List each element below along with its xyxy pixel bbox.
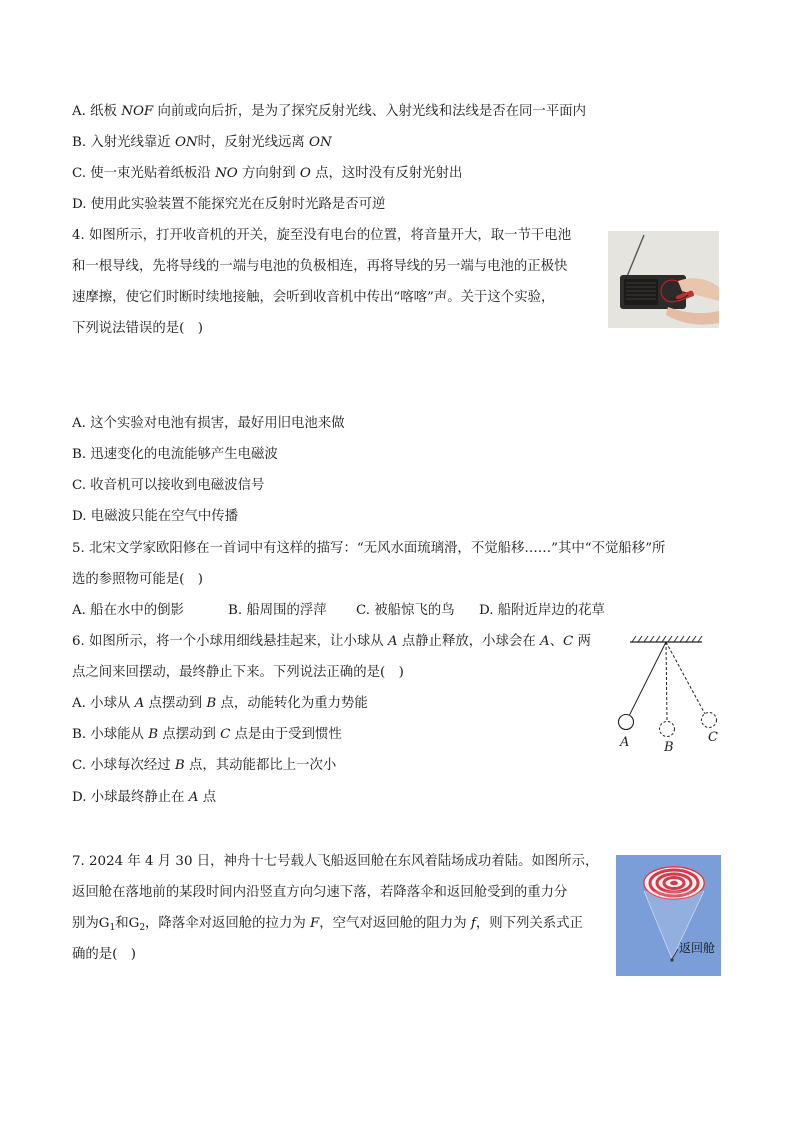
parachute-image [616,855,721,976]
q7-stem-line1: 7. 2024 年 4 月 30 日，神舟十七号载人飞船返回舱在东风着陆场成功着陆。如图所示， [72,854,599,869]
q6-option-d: D. 小球最终静止在 A 点 [72,790,217,805]
string-at-a [629,642,666,716]
radio-battery-image [608,231,719,328]
q5-stem-line2: 选的参照物可能是( ) [72,572,203,587]
q6-option-b: B. 小球能从 B 点摆动到 C 点是由于受到惯性 [72,727,342,742]
string-at-c [666,642,705,714]
q5-options [72,601,605,621]
capsule-label: 返回舱 [679,941,716,955]
q7-stem-line3: 别为$G_1$和$G_2$，降落伞对返回舱的拉力为 F，空气对返回舱的阻力为 f，则下列关系式正 [72,916,583,933]
capsule-parachute-photo [616,855,721,976]
q4-stem-line2: 和一根导线，先将导线的一端与电池的负极相连，再将导线的另一端与电池的正极快 [72,259,568,274]
q5-option-c: C. 被船惊飞的鸟 [356,603,455,618]
q5-option-a: A. 船在水中的倒影 [72,603,184,618]
q4-stem-line4: 下列说法错误的是( ) [72,321,203,336]
string-at-b [666,642,667,721]
q4-stem-line1: 4. 如图所示，打开收音机的开关，旋至没有电台的位置，将音量开大，取一节干电池 [72,228,572,243]
q4-option-a: A. 这个实验对电池有损害，最好用旧电池来做 [72,416,345,431]
q4-option-c: C. 收音机可以接收到电磁波信号 [72,478,265,493]
q7-stem-line2: 返回舱在落地前的某段时间内沿竖直方向匀速下落，若降落伞和返回舱受到的重力分 [72,885,568,900]
q4-option-b: B. 迅速变化的电流能够产生电磁波 [72,447,278,462]
ball-b [660,722,675,737]
capsule-dot [670,958,673,961]
q3-option-c: C. 使一束光贴着纸板沿 NO 方向射到 O 点，这时没有反射光射出 [72,166,463,181]
q3-option-b: B. 入射光线靠近 ON时，反射光线远离 ON [72,135,332,150]
q3-option-d: D. 使用此实验装置不能探究光在反射时光路是否可逆 [72,197,386,212]
radio-experiment-photo [608,231,719,328]
q6-stem-line1: 6. 如图所示，将一个小球用细线悬挂起来，让小球从 A 点静止释放，小球会在 A、C 两 [72,634,591,649]
label-c: C [708,730,718,745]
label-b: B [664,740,674,755]
ball-c [702,713,717,728]
ceiling-hatch [632,636,702,642]
q5-option-b: B. 船周围的浮萍 [228,603,327,618]
ball-a [619,715,634,730]
q6-stem-line2: 点之间来回摆动，最终静止下来。下列说法正确的是( ) [72,665,404,680]
q7-stem-line4: 确的是( ) [72,947,137,962]
q3-option-a: A. 纸板 NOF 向前或向后折，是为了探究反射光线、入射光线和法线是否在同一平面内 [72,104,586,119]
q4-stem-line3: 速摩擦，使它们时断时续地接触，会听到收音机中传出“喀喀”声。关于这个实验， [72,290,555,305]
label-a: A [620,735,630,750]
q6-option-c: C. 小球每次经过 B 点，其动能都比上一次小 [72,758,337,773]
q6-option-a: A. 小球从 A 点摆动到 B 点，动能转化为重力势能 [72,696,368,711]
q4-option-d: D. 电磁波只能在空气中传播 [72,509,239,524]
q5-option-d: D. 船附近岸边的花草 [479,603,605,618]
pendulum-diagram [612,632,724,756]
q5-stem-line1: 5. 北宋文学家欧阳修在一首词中有这样的描写：“无风水面琉璃滑，不觉船移……”其中“不觉船移”所 [72,541,666,556]
